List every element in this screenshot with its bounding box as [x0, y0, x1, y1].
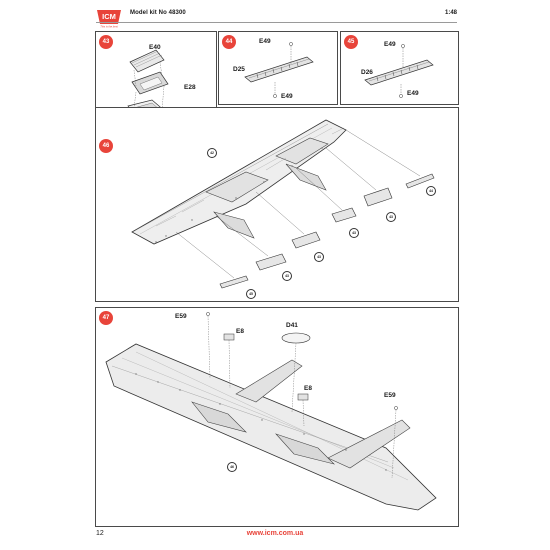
step-43-badge: 43 [99, 35, 113, 49]
step-callout: 43 [349, 228, 359, 238]
icm-logo [96, 7, 122, 28]
website-link[interactable]: www.icm.com.ua [246, 530, 304, 537]
part-label-e8-right: E8 [304, 385, 312, 392]
part-label-e49-bottom: E49 [281, 93, 293, 100]
step-callout: 43 [386, 212, 396, 222]
step-callout: 43 [314, 252, 324, 262]
part-label-e40: E40 [149, 44, 161, 51]
part-label-d25: D25 [233, 66, 245, 73]
part-label-e59-right: E59 [384, 392, 396, 399]
part-label-e49-bottom: E49 [407, 90, 419, 97]
step-callout: 42 [207, 148, 217, 158]
part-label-d41: D41 [286, 322, 298, 329]
step-callout: 45 [246, 289, 256, 299]
step-47-badge: 47 [99, 311, 113, 325]
page-number: 12 [96, 530, 104, 537]
step-46-panel [95, 107, 459, 302]
part-label-e49-top: E49 [384, 41, 396, 48]
part-label-e28: E28 [184, 84, 196, 91]
logo-tagline: This is the best [100, 25, 118, 29]
step-47-diagram [96, 308, 458, 526]
kit-number: Model kit No 48300 [130, 10, 186, 16]
step-46-badge: 46 [99, 139, 113, 153]
part-label-e49-top: E49 [259, 38, 271, 45]
part-label-d26: D26 [361, 69, 373, 76]
step-44-badge: 44 [222, 35, 236, 49]
step-45-badge: 45 [344, 35, 358, 49]
step-45-panel [340, 31, 459, 105]
step-47-panel [95, 307, 459, 527]
step-44-panel [218, 31, 338, 105]
part-label-e59-left: E59 [175, 313, 187, 320]
step-45-diagram [341, 32, 458, 104]
scale-label: 1:48 [444, 10, 457, 16]
header-divider [96, 22, 457, 23]
step-callout: 46 [227, 462, 237, 472]
icm-logo-mark [96, 7, 122, 28]
step-callout: 43 [282, 271, 292, 281]
part-label-e8-left: E8 [236, 328, 244, 335]
step-46-diagram [96, 108, 458, 301]
step-callout: 44 [426, 186, 436, 196]
logo-brand-text: ICM [102, 12, 116, 21]
